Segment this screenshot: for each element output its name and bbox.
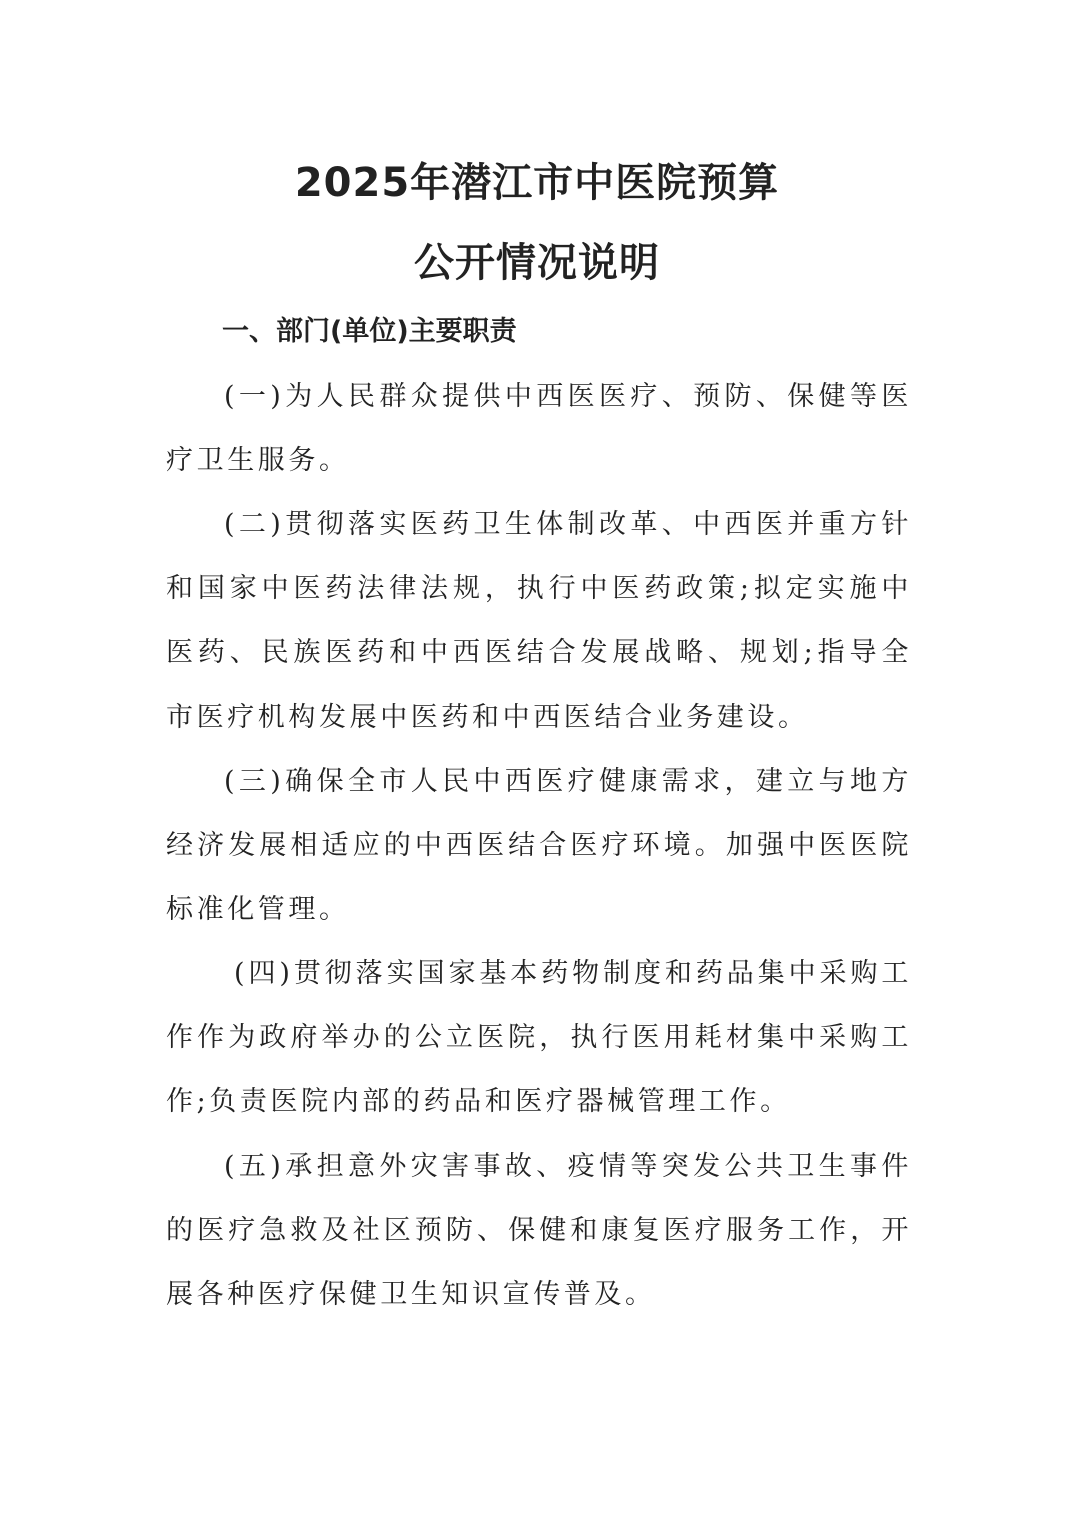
paragraph-5: (五)承担意外灾害事故、疫情等突发公共卫生事件的医疗急救及社区预防、保健和康复医疗服务工作，开展各种医疗保健卫生知识宣传普及。 xyxy=(166,1151,912,1311)
document-title-line-1: 2025年潜江市中医院预算 xyxy=(294,160,780,206)
paragraph-4: (四)贯彻落实国家基本药物制度和药品集中采购工作作为政府举办的公立医院，执行医用耗材集中采购工作;负责医院内部的药品和医疗器械管理工作。 xyxy=(166,958,912,1118)
paragraph-2: (二)贯彻落实医药卫生体制改革、中西医并重方针和国家中医药法律法规，执行中医药政策;拟定实施中医药、民族医药和中西医结合发展战略、规划;指导全市医疗机构发展中医药和中西医结合业务建设。 xyxy=(166,509,912,733)
section-heading: 一、部门(单位)主要职责 xyxy=(222,316,517,347)
document-title-line-2: 公开情况说明 xyxy=(414,240,660,286)
paragraph-3: (三)确保全市人民中西医疗健康需求，建立与地方经济发展相适应的中西医结合医疗环境。加强中医医院标准化管理。 xyxy=(166,766,912,926)
paragraph-1: (一)为人民群众提供中西医医疗、预防、保健等医疗卫生服务。 xyxy=(166,381,912,477)
